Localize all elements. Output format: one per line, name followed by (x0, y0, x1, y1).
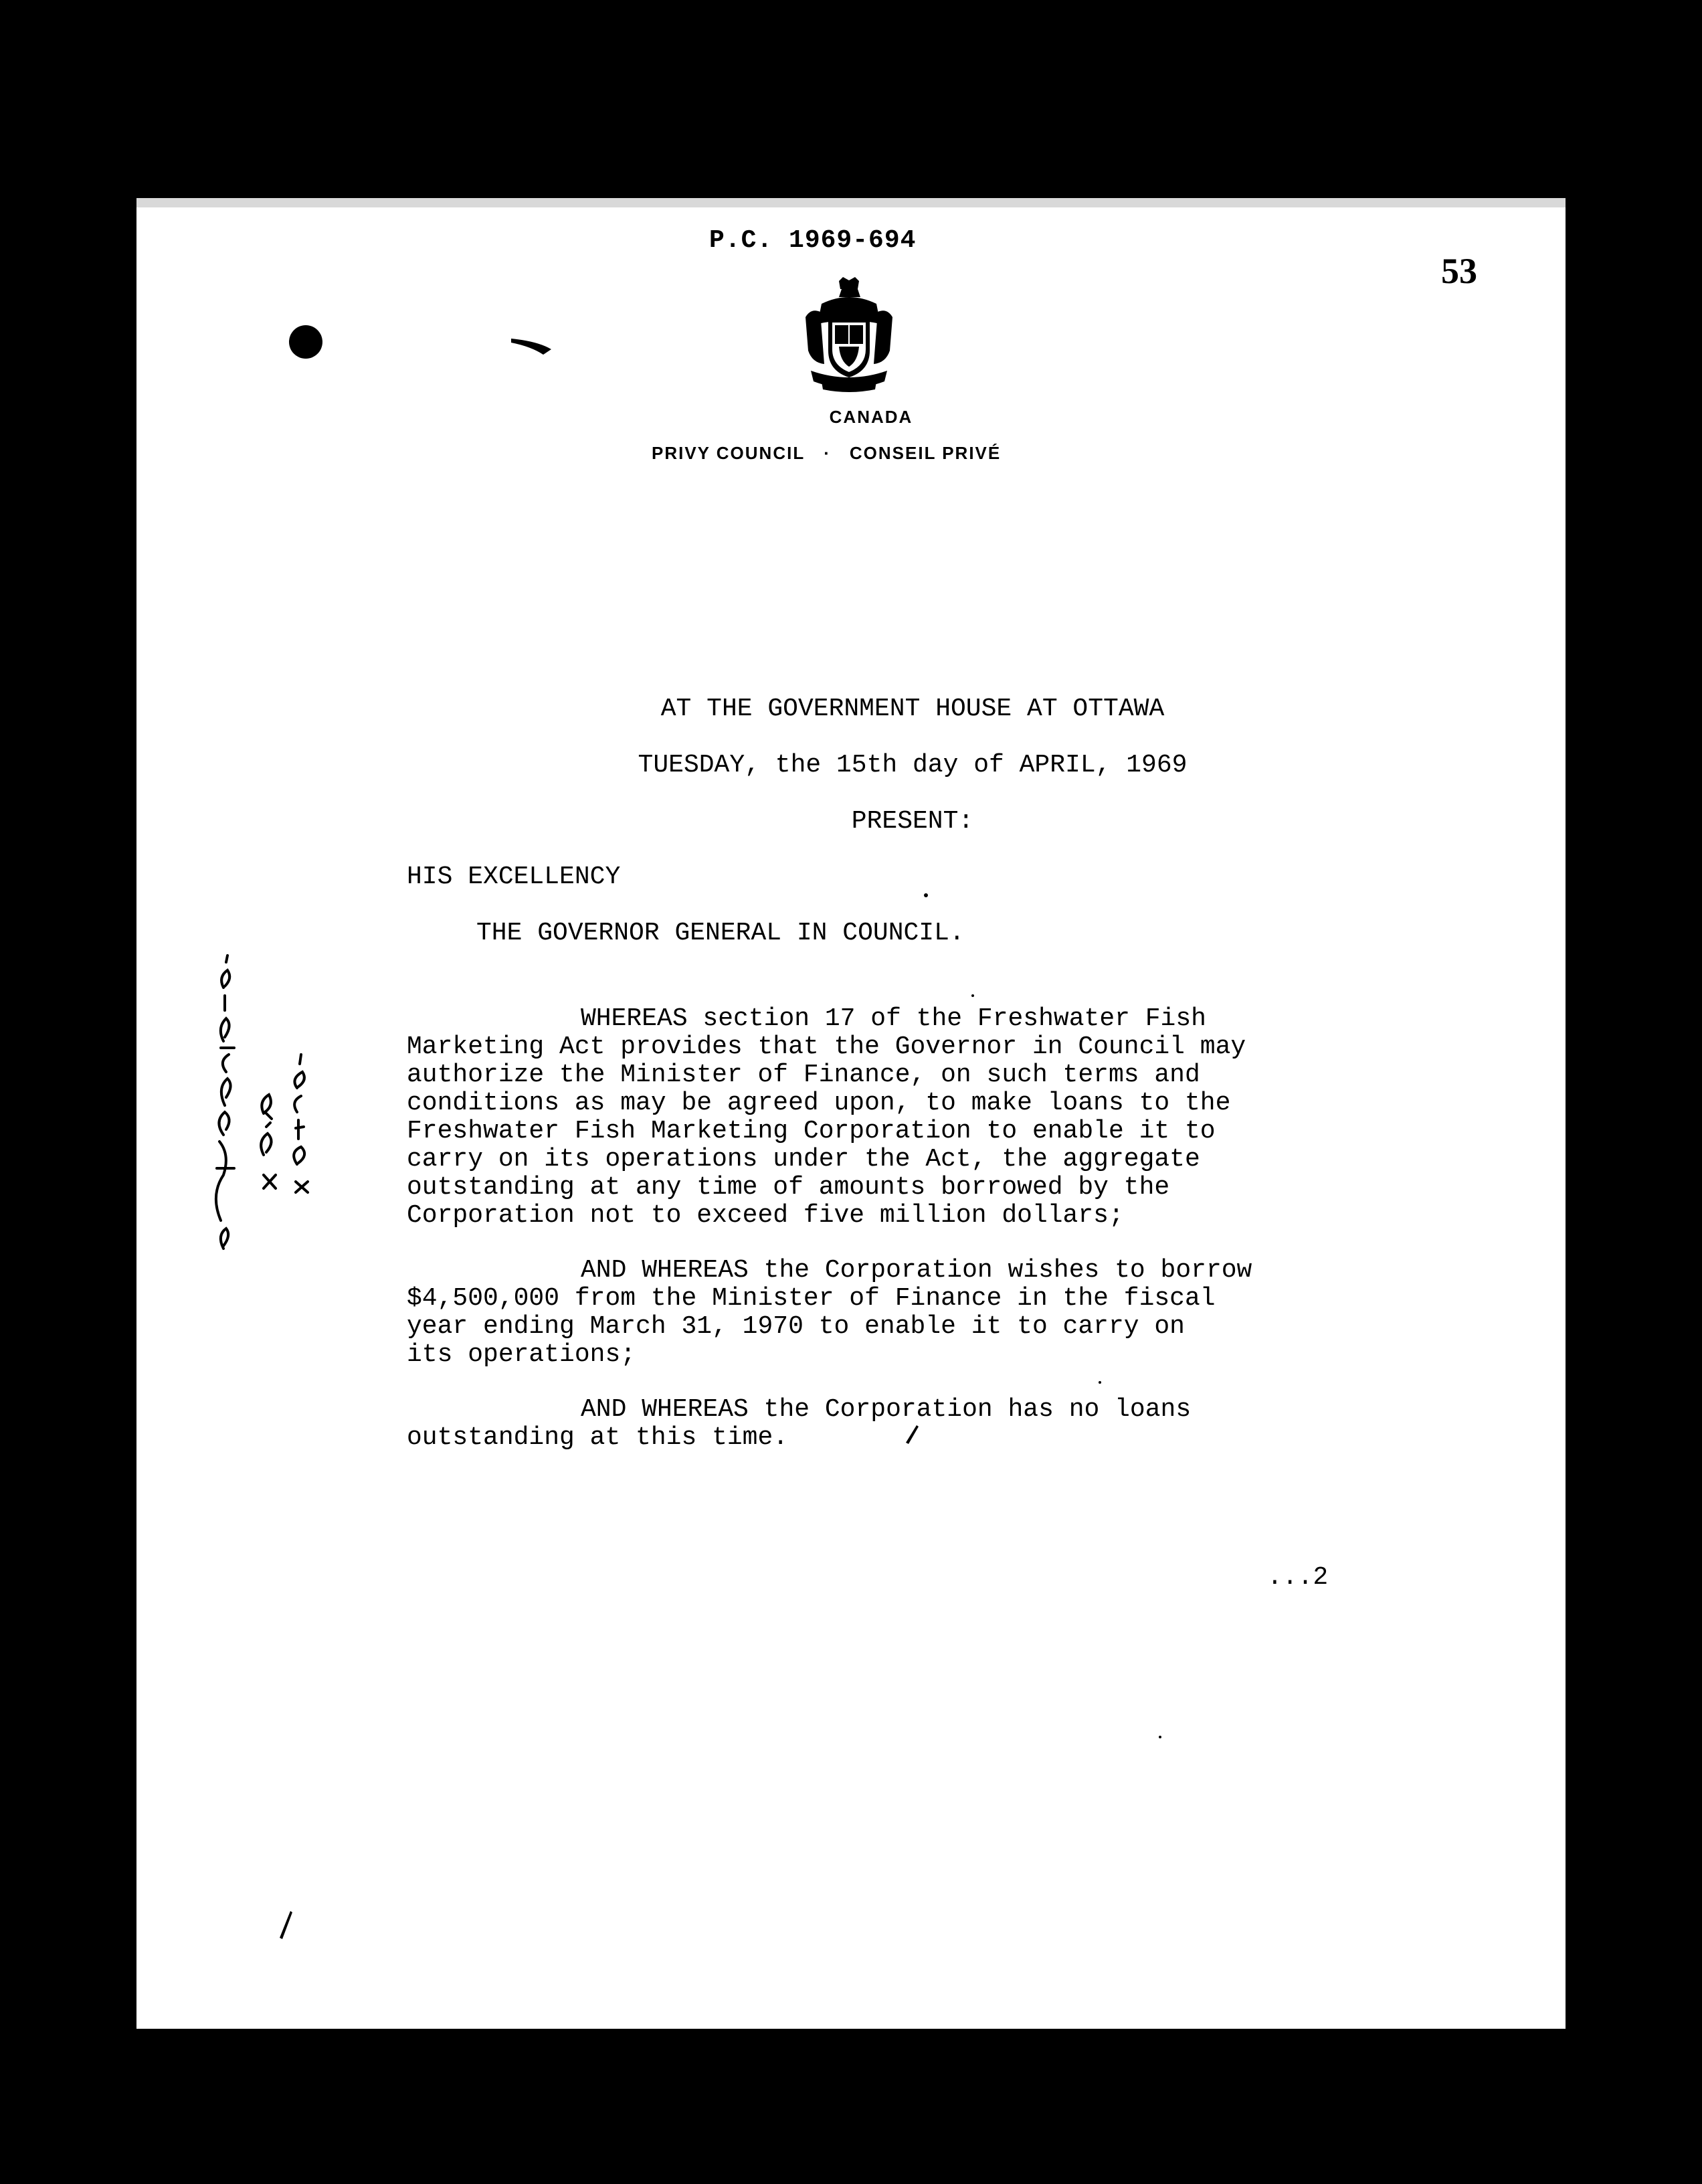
paragraph-3-line-1: AND WHEREAS the Corporation has no loans (581, 1395, 1192, 1424)
punch-hole-icon (289, 325, 322, 359)
paragraph-2-line-4: its operations; (407, 1340, 636, 1369)
continued-page-marker: ...2 (1267, 1563, 1329, 1592)
paragraph-2-line-2: $4,500,000 from the Minister of Finance in the fiscal (407, 1284, 1216, 1313)
paragraph-1-line-7: outstanding at any time of amounts borrowed by the (407, 1173, 1170, 1202)
paragraph-1-line-6: carry on its operations under the Act, the aggregate (407, 1145, 1200, 1174)
date-line: TUESDAY, the 15th day of APRIL, 1969 (638, 751, 1188, 780)
council-separator: · (824, 443, 831, 463)
present-line: PRESENT: (851, 807, 974, 836)
paragraph-1-line-2: Marketing Act provides that the Governor in Council may (407, 1032, 1246, 1061)
page-number: 53 (1441, 251, 1477, 291)
governor-general-line: THE GOVERNOR GENERAL IN COUNCIL. (476, 919, 965, 947)
scan-edge-shading (136, 198, 1566, 207)
document-page (136, 198, 1566, 2029)
paragraph-1-line-4: conditions as may be agreed upon, to make loans to the (407, 1089, 1231, 1117)
his-excellency-line: HIS EXCELLENCY (407, 862, 621, 891)
council-french: CONSEIL PRIVÉ (849, 443, 1002, 463)
privy-council-label (652, 443, 1001, 464)
country-label: CANADA (829, 407, 913, 427)
paragraph-2-line-1: AND WHEREAS the Corporation wishes to borrow (581, 1256, 1252, 1285)
paragraph-1-line-1: WHEREAS section 17 of the Freshwater Fish (581, 1004, 1206, 1033)
order-in-council-number: P.C. 1969-694 (709, 226, 917, 255)
paragraph-3-line-2: outstanding at this time. (407, 1423, 789, 1452)
paragraph-2-line-3: year ending March 31, 1970 to enable it to carry on (407, 1312, 1185, 1341)
paragraph-1-line-8: Corporation not to exceed five million dollars; (407, 1201, 1124, 1230)
paragraph-1-line-5: Freshwater Fish Marketing Corporation to enable it to (407, 1117, 1216, 1146)
paragraph-1-line-3: authorize the Minister of Finance, on such terms and (407, 1061, 1200, 1089)
location-line: AT THE GOVERNMENT HOUSE AT OTTAWA (660, 695, 1165, 723)
handwritten-distribution-note-icon (197, 954, 330, 1262)
canada-coat-of-arms-icon (801, 277, 896, 392)
council-english: PRIVY COUNCIL (652, 443, 806, 463)
